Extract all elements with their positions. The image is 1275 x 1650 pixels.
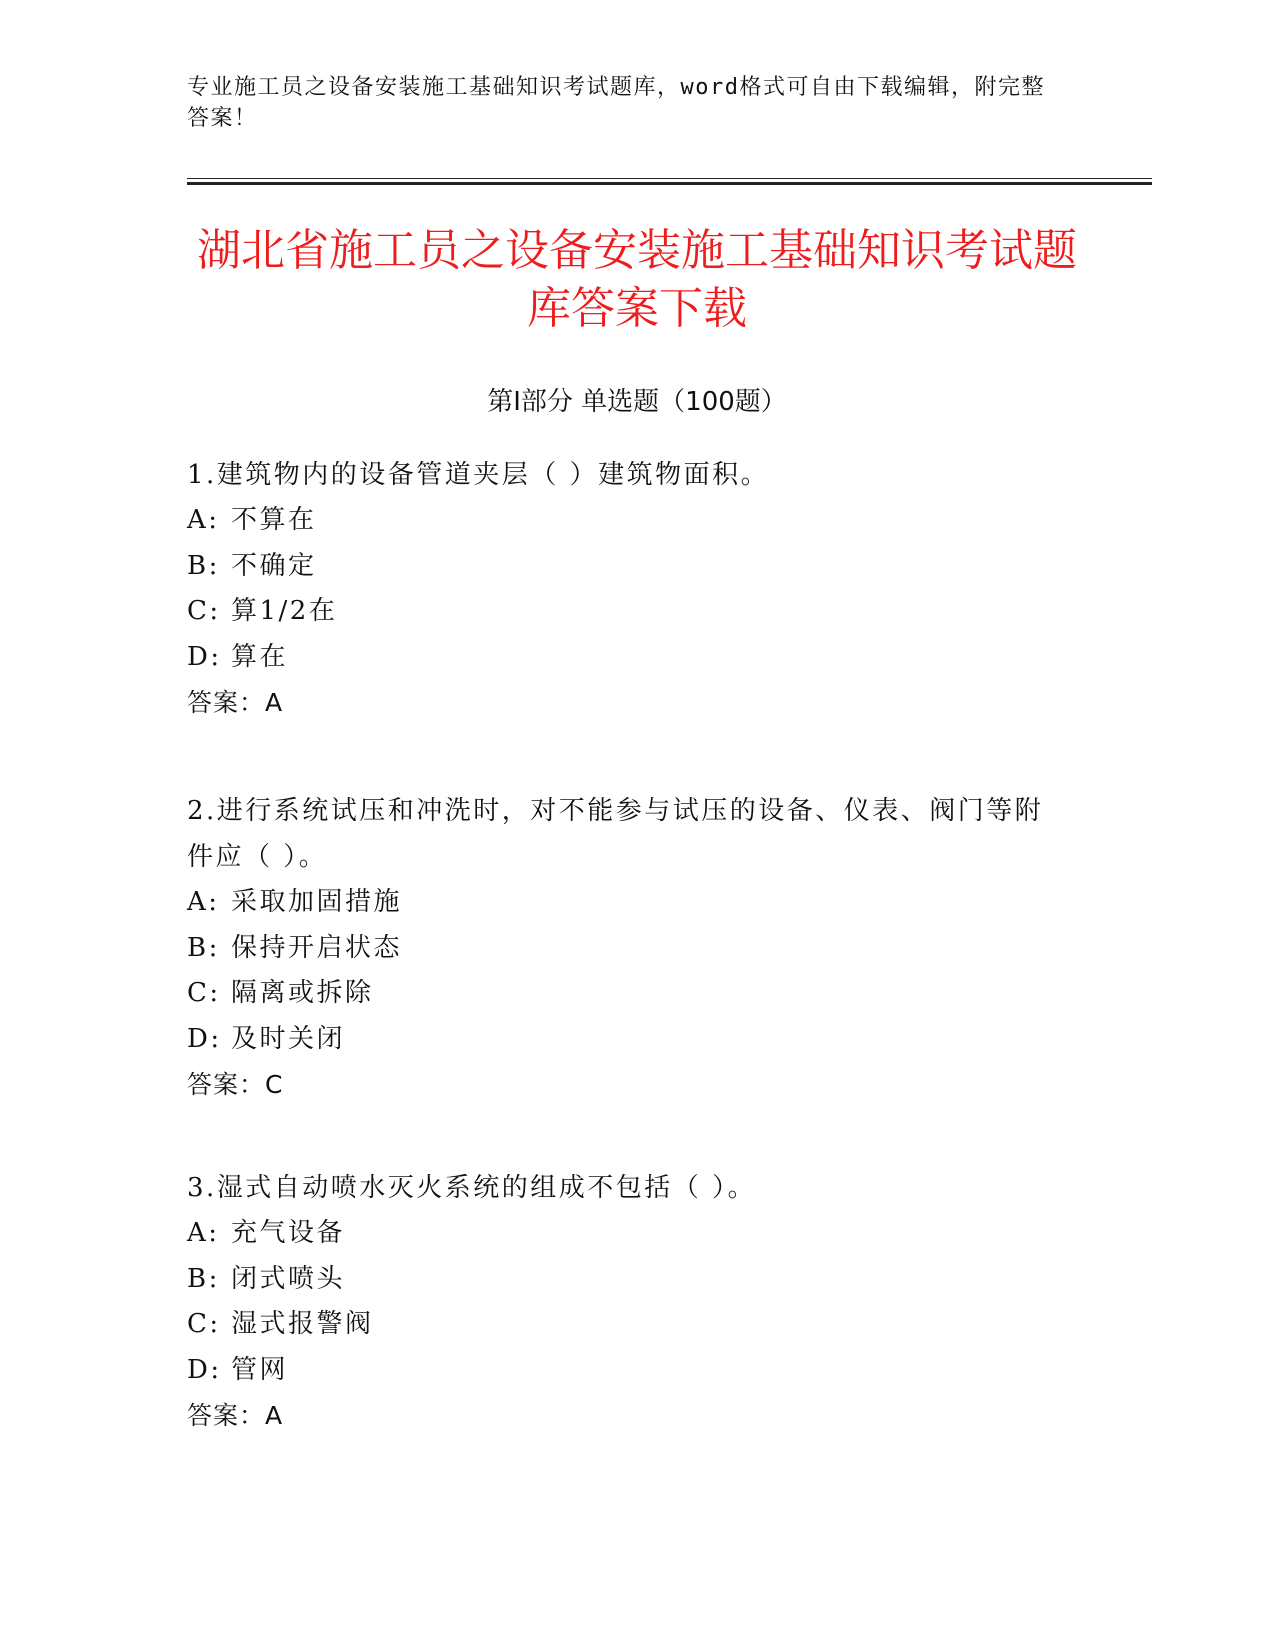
option-text: 充气设备 — [231, 1218, 346, 1248]
option-text: 不确定 — [231, 550, 317, 581]
option-d — [187, 1348, 1067, 1394]
option-text: 算在 — [231, 641, 289, 672]
answer-line: 答案：A — [187, 1401, 284, 1430]
question-1 — [187, 452, 1067, 726]
question-stem: 3.湿式自动喷水灭火系统的组成不包括（ ）。 — [187, 1173, 757, 1203]
option-letter: D: — [187, 1023, 222, 1054]
option-letter: C: — [187, 978, 221, 1008]
option-letter: D: — [187, 1354, 222, 1385]
option-d — [187, 1017, 1067, 1063]
question-stem: 2.进行系统试压和冲洗时，对不能参与试压的设备、仪表、阀门等附件应（ ）。 — [187, 796, 1044, 872]
option-letter: A: — [187, 887, 220, 917]
option-letter: A: — [187, 505, 220, 535]
option-text: 闭式喷头 — [231, 1263, 346, 1294]
option-letter: D: — [187, 641, 222, 672]
option-a — [187, 1211, 1067, 1257]
option-text: 隔离或拆除 — [231, 978, 374, 1008]
option-text: 保持开启状态 — [231, 932, 403, 963]
answer-line: 答案：A — [187, 688, 284, 717]
option-b — [187, 926, 1067, 972]
option-a — [187, 498, 1067, 544]
option-text: 管网 — [231, 1354, 289, 1385]
question-3 — [187, 1165, 1067, 1439]
option-d — [187, 635, 1067, 681]
option-text: 及时关闭 — [231, 1023, 346, 1054]
option-a — [187, 880, 1067, 926]
option-text: 算1/2在 — [231, 596, 338, 626]
section-heading: 第Ⅰ部分 单选题（100题） — [487, 387, 787, 417]
answer-line: 答案：C — [187, 1070, 284, 1099]
question-2 — [187, 788, 1067, 1108]
document-title: 湖北省施工员之设备安装施工基础知识考试题库答案下载 — [197, 225, 1077, 334]
question-stem: 1.建筑物内的设备管道夹层（ ）建筑物面积。 — [187, 460, 770, 490]
option-c — [187, 1302, 1067, 1348]
option-c — [187, 589, 1067, 635]
option-text: 湿式报警阀 — [231, 1309, 374, 1339]
option-letter: C: — [187, 596, 221, 626]
option-letter: C: — [187, 1309, 221, 1339]
option-letter: B: — [187, 550, 220, 581]
option-c — [187, 971, 1067, 1017]
option-text: 采取加固措施 — [231, 887, 403, 917]
header-divider-thick — [187, 182, 1152, 185]
option-letter: B: — [187, 932, 220, 963]
option-b — [187, 1257, 1067, 1303]
option-letter: A: — [187, 1218, 220, 1248]
header-divider-thin — [187, 178, 1152, 179]
option-b — [187, 544, 1067, 590]
option-letter: B: — [187, 1263, 220, 1294]
option-text: 不算在 — [231, 505, 317, 535]
header-note: 专业施工员之设备安装施工基础知识考试题库，word格式可自由下载编辑，附完整答案！ — [187, 75, 1045, 131]
